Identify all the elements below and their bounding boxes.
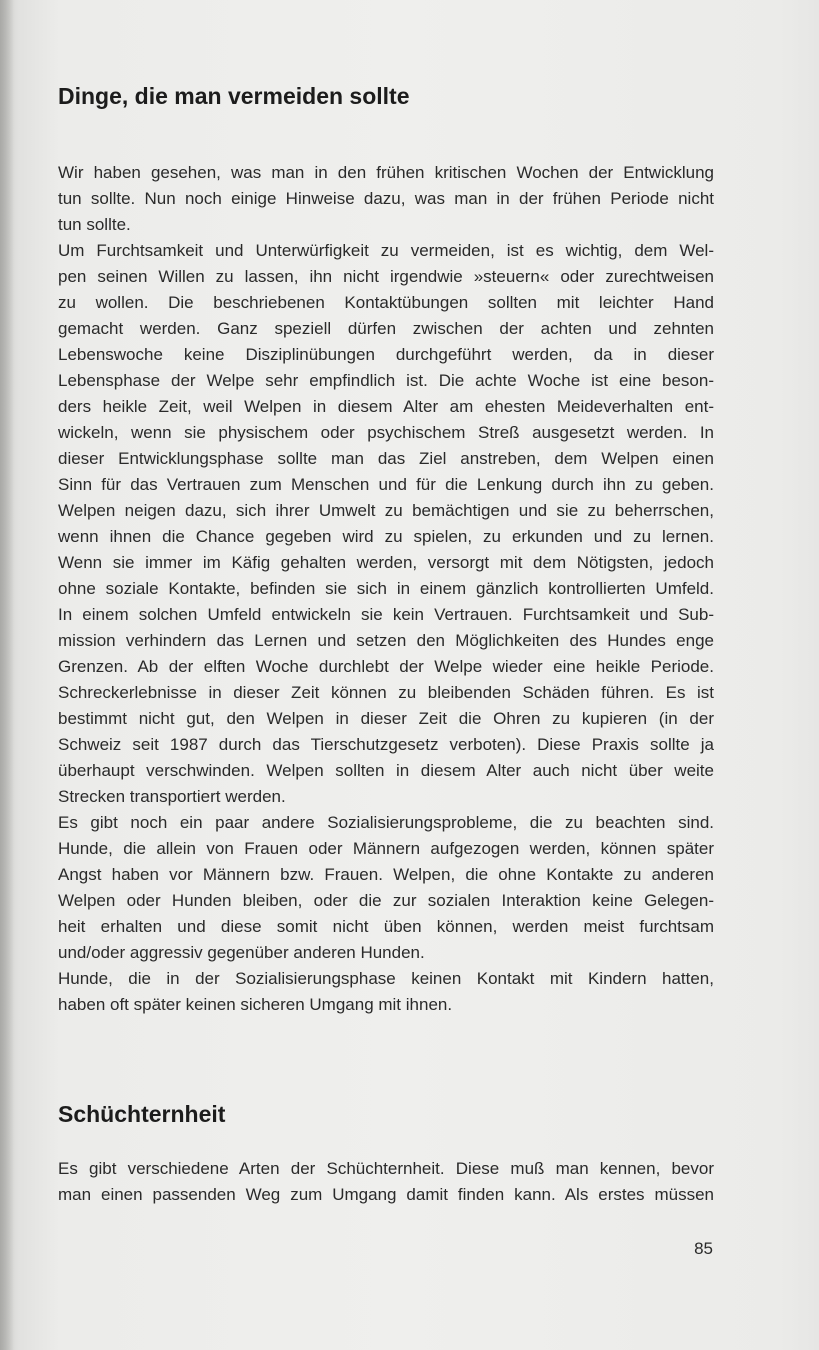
text-line: ders heikle Zeit, weil Welpen in diesem Alter am ehesten Meideverhalten ent-: [58, 397, 714, 416]
text-line: Welpen oder Hunden bleiben, oder die zur sozialen Interaktion keine Gelegen-: [58, 891, 714, 910]
text-line: und/oder aggressiv gegenüber anderen Hunden.: [58, 943, 425, 962]
text-line: Angst haben vor Männern bzw. Frauen. Welpen, die ohne Kontakte zu anderen: [58, 865, 714, 884]
text-line: Schweiz seit 1987 durch das Tierschutzgesetz verboten). Diese Praxis sollte ja: [58, 735, 714, 754]
text-line: Es gibt noch ein paar andere Sozialisierungsprobleme, die zu beachten sind.: [58, 813, 714, 832]
text-line: gemacht werden. Ganz speziell dürfen zwischen der achten und zehnten: [58, 319, 714, 338]
text-line: pen seinen Willen zu lassen, ihn nicht irgendwie »steuern« oder zurechtweisen: [58, 267, 714, 286]
text-line: Sinn für das Vertrauen zum Menschen und für die Lenkung durch ihn zu geben.: [58, 475, 714, 494]
section-heading-schuechternheit: Schüchternheit: [58, 1101, 226, 1127]
text-line: tun sollte.: [58, 215, 131, 234]
text-line: wickeln, wenn sie physischem oder psychischem Streß ausgesetzt werden. In: [58, 423, 714, 442]
text-line: Lebensphase der Welpe sehr empfindlich ist. Die achte Woche ist eine beson-: [58, 371, 714, 390]
text-line: In einem solchen Umfeld entwickeln sie kein Vertrauen. Furchtsamkeit und Sub-: [58, 605, 714, 624]
section-body-schuechternheit: [58, 1156, 714, 1208]
section-body-dinge: [58, 160, 714, 1018]
text-line: wenn ihnen die Chance gegeben wird zu spielen, zu erkunden und zu lernen.: [58, 527, 714, 546]
text-line: Wenn sie immer im Käfig gehalten werden, versorgt mit dem Nötigsten, jedoch: [58, 553, 714, 572]
text-line: haben oft später keinen sicheren Umgang mit ihnen.: [58, 995, 453, 1014]
text-line: Hunde, die allein von Frauen oder Männern aufgezogen werden, können später: [58, 839, 714, 858]
section-heading-dinge: Dinge, die man vermeiden sollte: [58, 83, 410, 109]
page-number: 85: [694, 1239, 713, 1258]
text-line: Welpen neigen dazu, sich ihrer Umwelt zu bemächtigen und sie zu beherrschen,: [58, 501, 714, 520]
text-line: heit erhalten und diese somit nicht üben können, werden meist furchtsam: [58, 917, 714, 936]
text-line: überhaupt verschwinden. Welpen sollten in diesem Alter auch nicht über weite: [58, 761, 714, 780]
page-gutter-shadow: [0, 0, 14, 1350]
text-line: Wir haben gesehen, was man in den frühen kritischen Wochen der Entwicklung: [58, 163, 714, 182]
text-line: dieser Entwicklungsphase sollte man das Ziel anstreben, dem Welpen einen: [58, 449, 714, 468]
text-line: Grenzen. Ab der elften Woche durchlebt der Welpe wieder eine heikle Periode.: [58, 657, 714, 676]
text-line: bestimmt nicht gut, den Welpen in dieser Zeit die Ohren zu kupieren (in der: [58, 709, 714, 728]
text-line: man einen passenden Weg zum Umgang damit finden kann. Als erstes müssen: [58, 1185, 714, 1204]
text-line: tun sollte. Nun noch einige Hinweise dazu, was man in der frühen Periode nicht: [58, 189, 714, 208]
text-line: ohne soziale Kontakte, befinden sie sich in einem gänzlich kontrollierten Umfeld.: [58, 579, 714, 598]
text-line: Lebenswoche keine Disziplinübungen durchgeführt werden, da in dieser: [58, 345, 714, 364]
text-line: mission verhindern das Lernen und setzen den Möglichkeiten des Hundes enge: [58, 631, 714, 650]
text-line: Es gibt verschiedene Arten der Schüchternheit. Diese muß man kennen, bevor: [58, 1159, 714, 1178]
text-line: Schreckerlebnisse in dieser Zeit können zu bleibenden Schäden führen. Es ist: [58, 683, 714, 702]
text-line: zu wollen. Die beschriebenen Kontaktübungen sollten mit leichter Hand: [58, 293, 714, 312]
text-line: Hunde, die in der Sozialisierungsphase keinen Kontakt mit Kindern hatten,: [58, 969, 714, 988]
text-line: Strecken transportiert werden.: [58, 787, 286, 806]
text-line: Um Furchtsamkeit und Unterwürfigkeit zu vermeiden, ist es wichtig, dem Wel-: [58, 241, 714, 260]
